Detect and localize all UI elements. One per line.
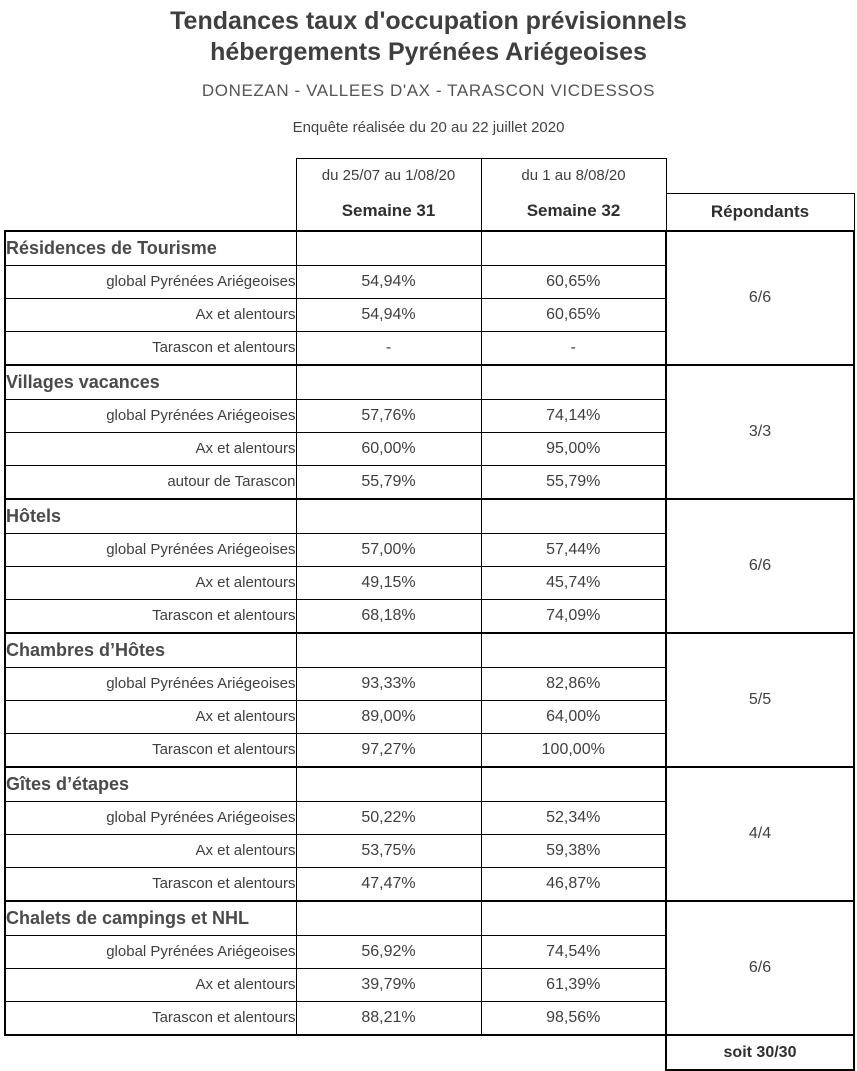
footer-blank-label xyxy=(5,1035,296,1070)
row-value-week31: 49,15% xyxy=(296,566,481,599)
respondents-cell: 6/6 xyxy=(666,231,854,365)
group-week32-blank xyxy=(481,901,666,936)
group-title-row xyxy=(5,901,854,936)
row-value-week31: 97,27% xyxy=(296,733,481,767)
group-title-row xyxy=(5,633,854,668)
group-week32-blank xyxy=(481,231,666,266)
row-label: Ax et alentours xyxy=(5,566,296,599)
row-value-week31: 60,00% xyxy=(296,432,481,465)
row-value-week32: 64,00% xyxy=(481,700,666,733)
group-week31-blank xyxy=(296,901,481,936)
group-title-row xyxy=(5,767,854,802)
row-value-week31: 68,18% xyxy=(296,599,481,633)
row-value-week32: 74,54% xyxy=(481,935,666,968)
group-title: Villages vacances xyxy=(5,365,296,400)
row-label: global Pyrénées Ariégeoises xyxy=(5,801,296,834)
group-title-row xyxy=(5,231,854,266)
row-value-week32: 98,56% xyxy=(481,1001,666,1035)
row-label: global Pyrénées Ariégeoises xyxy=(5,399,296,432)
group-title: Gîtes d’étapes xyxy=(5,767,296,802)
row-value-week32: 55,79% xyxy=(481,465,666,499)
group-week31-blank xyxy=(296,365,481,400)
row-value-week32: 52,34% xyxy=(481,801,666,834)
row-label: Tarascon et alentours xyxy=(5,867,296,901)
group-title: Résidences de Tourisme xyxy=(5,231,296,266)
group-title: Chambres d’Hôtes xyxy=(5,633,296,668)
row-label: Ax et alentours xyxy=(5,968,296,1001)
row-value-week31: 55,79% xyxy=(296,465,481,499)
row-label: global Pyrénées Ariégeoises xyxy=(5,265,296,298)
row-value-week31: 53,75% xyxy=(296,834,481,867)
row-value-week32: 74,09% xyxy=(481,599,666,633)
row-value-week32: 74,14% xyxy=(481,399,666,432)
row-value-week31: 47,47% xyxy=(296,867,481,901)
group-title-row xyxy=(5,365,854,400)
group-week32-blank xyxy=(481,633,666,668)
header-date-week32: du 1 au 8/08/20 xyxy=(481,159,666,194)
occupancy-table xyxy=(4,158,855,1071)
row-value-week31: 50,22% xyxy=(296,801,481,834)
page-subtitle: DONEZAN - VALLEES D'AX - TARASCON VICDESSOS xyxy=(201,81,656,100)
row-label: Tarascon et alentours xyxy=(5,1001,296,1035)
table-footer-row xyxy=(5,1035,854,1070)
header-week32: Semaine 32 xyxy=(481,193,666,231)
respondents-cell: 3/3 xyxy=(666,365,854,499)
page-title xyxy=(79,6,779,67)
row-value-week32: 61,39% xyxy=(481,968,666,1001)
table-header-dates xyxy=(5,159,854,194)
group-week31-blank xyxy=(296,231,481,266)
row-label: global Pyrénées Ariégeoises xyxy=(5,667,296,700)
group-week32-blank xyxy=(481,767,666,802)
group-week31-blank xyxy=(296,499,481,534)
footer-total-respondents: soit 30/30 xyxy=(666,1035,854,1070)
row-value-week32: 82,86% xyxy=(481,667,666,700)
row-value-week32: 100,00% xyxy=(481,733,666,767)
row-value-week31: 56,92% xyxy=(296,935,481,968)
group-week32-blank xyxy=(481,365,666,400)
footer-blank-week31 xyxy=(296,1035,481,1070)
footer-blank-week32 xyxy=(481,1035,666,1070)
row-label: global Pyrénées Ariégeoises xyxy=(5,533,296,566)
page-title-line2: hébergements Pyrénées Ariégeoises xyxy=(210,37,647,66)
row-label: Ax et alentours xyxy=(5,432,296,465)
row-value-week31: 89,00% xyxy=(296,700,481,733)
row-label: autour de Tarascon xyxy=(5,465,296,499)
header-week31: Semaine 31 xyxy=(296,193,481,231)
group-week31-blank xyxy=(296,633,481,668)
row-value-week31: - xyxy=(296,331,481,365)
group-title: Chalets de campings et NHL xyxy=(5,901,296,936)
table-header-weeks xyxy=(5,193,854,231)
row-value-week32: 45,74% xyxy=(481,566,666,599)
survey-note: Enquête réalisée du 20 au 22 juillet 2020 xyxy=(292,119,565,136)
row-value-week32: 60,65% xyxy=(481,265,666,298)
row-label: Ax et alentours xyxy=(5,298,296,331)
group-title-row xyxy=(5,499,854,534)
header-respondents-blank xyxy=(666,159,854,194)
row-label: Tarascon et alentours xyxy=(5,599,296,633)
page-title-line1: Tendances taux d'occupation prévisionnels xyxy=(170,7,687,35)
row-value-week31: 93,33% xyxy=(296,667,481,700)
header-corner-blank-2 xyxy=(5,193,296,231)
row-value-week31: 57,00% xyxy=(296,533,481,566)
row-value-week31: 54,94% xyxy=(296,265,481,298)
respondents-cell: 6/6 xyxy=(666,499,854,633)
row-value-week32: - xyxy=(481,331,666,365)
row-value-week31: 54,94% xyxy=(296,298,481,331)
row-value-week31: 39,79% xyxy=(296,968,481,1001)
row-label: Ax et alentours xyxy=(5,700,296,733)
row-label: Tarascon et alentours xyxy=(5,331,296,365)
group-title: Hôtels xyxy=(5,499,296,534)
group-week31-blank xyxy=(296,767,481,802)
row-value-week32: 46,87% xyxy=(481,867,666,901)
row-label: global Pyrénées Ariégeoises xyxy=(5,935,296,968)
header-date-week31: du 25/07 au 1/08/20 xyxy=(296,159,481,194)
respondents-cell: 5/5 xyxy=(666,633,854,767)
row-value-week32: 60,65% xyxy=(481,298,666,331)
row-value-week32: 95,00% xyxy=(481,432,666,465)
row-value-week32: 57,44% xyxy=(481,533,666,566)
row-value-week32: 59,38% xyxy=(481,834,666,867)
row-label: Tarascon et alentours xyxy=(5,733,296,767)
row-value-week31: 57,76% xyxy=(296,399,481,432)
group-week32-blank xyxy=(481,499,666,534)
row-label: Ax et alentours xyxy=(5,834,296,867)
document-header xyxy=(0,0,857,136)
header-corner-blank xyxy=(5,159,296,194)
header-respondents: Répondants xyxy=(666,193,854,231)
row-value-week31: 88,21% xyxy=(296,1001,481,1035)
respondents-cell: 4/4 xyxy=(666,767,854,901)
respondents-cell: 6/6 xyxy=(666,901,854,1035)
